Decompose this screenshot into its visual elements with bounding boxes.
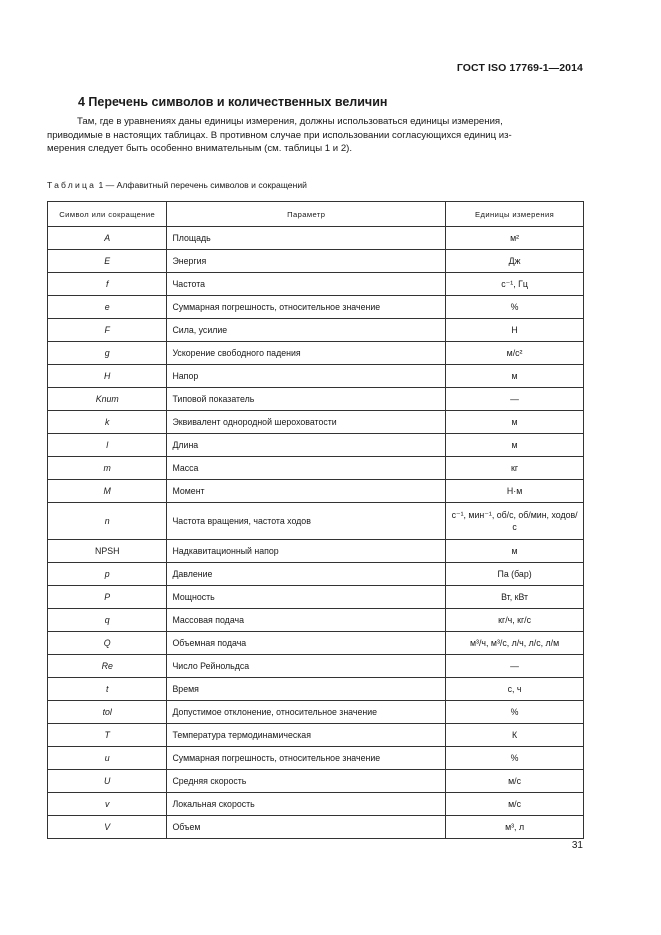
cell-symbol: U [48,770,167,793]
cell-symbol: f [48,273,167,296]
table-caption-prefix: Таблица [47,180,97,190]
cell-symbol: e [48,296,167,319]
cell-symbol: V [48,816,167,839]
cell-symbol: p [48,563,167,586]
cell-parameter: Мощность [167,586,446,609]
table-row [48,457,584,480]
cell-unit: К [446,724,584,747]
table-row [48,319,584,342]
cell-parameter: Объем [167,816,446,839]
cell-symbol: m [48,457,167,480]
table-row [48,770,584,793]
cell-symbol: l [48,434,167,457]
table-caption [47,180,307,190]
table-row [48,678,584,701]
table-row [48,540,584,563]
cell-parameter: Время [167,678,446,701]
cell-symbol: T [48,724,167,747]
cell-unit: % [446,747,584,770]
cell-parameter: Объемная подача [167,632,446,655]
cell-unit: м [446,411,584,434]
cell-unit: м [446,434,584,457]
table-row [48,632,584,655]
symbols-table [47,201,584,839]
cell-parameter: Площадь [167,227,446,250]
cell-symbol: Re [48,655,167,678]
table-header-row [48,202,584,227]
table-row [48,273,584,296]
cell-unit: м² [446,227,584,250]
cell-unit: с, ч [446,678,584,701]
cell-unit: м [446,540,584,563]
cell-symbol: Q [48,632,167,655]
intro-line: мерения следует быть особенно внимательным (см. таблицы 1 и 2). [47,143,353,155]
table-row [48,296,584,319]
cell-parameter: Суммарная погрешность, относительное значение [167,296,446,319]
table-row [48,655,584,678]
cell-unit: — [446,655,584,678]
table-row [48,563,584,586]
cell-unit: Вт, кВт [446,586,584,609]
cell-parameter: Средняя скорость [167,770,446,793]
table-row [48,411,584,434]
cell-parameter: Надкавитационный напор [167,540,446,563]
cell-unit: кг/ч, кг/с [446,609,584,632]
cell-symbol: t [48,678,167,701]
cell-parameter: Ускорение свободного падения [167,342,446,365]
cell-parameter: Масса [167,457,446,480]
cell-unit: — [446,388,584,411]
cell-symbol: u [48,747,167,770]
header-parameter: Параметр [167,202,446,227]
cell-parameter: Энергия [167,250,446,273]
table-row [48,480,584,503]
cell-symbol: Knum [48,388,167,411]
cell-symbol: P [48,586,167,609]
table-body [48,227,584,839]
cell-unit: % [446,701,584,724]
table-row [48,342,584,365]
intro-line: приводимые в настоящих таблицах. В противном случае при использовании согласующихся единиц из- [47,129,512,141]
cell-parameter: Сила, усилие [167,319,446,342]
table-row [48,609,584,632]
cell-symbol: tol [48,701,167,724]
cell-symbol: A [48,227,167,250]
cell-parameter: Суммарная погрешность, относительное значение [167,747,446,770]
cell-parameter: Локальная скорость [167,793,446,816]
cell-unit: м³, л [446,816,584,839]
header-symbol: Символ или сокращение [48,202,167,227]
cell-unit: % [446,296,584,319]
cell-parameter: Момент [167,480,446,503]
page-number: 31 [571,840,583,851]
table-row [48,227,584,250]
cell-unit: м/с [446,770,584,793]
cell-symbol: M [48,480,167,503]
cell-symbol: v [48,793,167,816]
cell-parameter: Типовой показатель [167,388,446,411]
cell-unit: с⁻¹, Гц [446,273,584,296]
table-row [48,816,584,839]
table-row [48,793,584,816]
intro-paragraph [47,115,584,156]
cell-parameter: Длина [167,434,446,457]
cell-symbol: k [48,411,167,434]
cell-parameter: Частота вращения, частота ходов [167,503,446,540]
table-row [48,365,584,388]
document-code: ГОСТ ISO 17769-1—2014 [456,62,583,74]
cell-symbol: F [48,319,167,342]
cell-symbol: NPSH [48,540,167,563]
cell-parameter: Частота [167,273,446,296]
cell-symbol: g [48,342,167,365]
cell-symbol: q [48,609,167,632]
cell-unit: Па (бар) [446,563,584,586]
cell-unit: м³/ч, м³/с, л/ч, л/с, л/м [446,632,584,655]
cell-unit: м [446,365,584,388]
cell-parameter: Массовая подача [167,609,446,632]
table-row [48,701,584,724]
cell-unit: Н [446,319,584,342]
cell-unit: Н·м [446,480,584,503]
section-title: 4 Перечень символов и количественных величин [78,95,388,109]
header-unit: Единицы измерения [446,202,584,227]
cell-parameter: Допустимое отклонение, относительное значение [167,701,446,724]
cell-parameter: Температура термодинамическая [167,724,446,747]
table-caption-title: 1 — Алфавитный перечень символов и сокращений [96,180,307,190]
cell-parameter: Эквивалент однородной шероховатости [167,411,446,434]
cell-parameter: Давление [167,563,446,586]
cell-symbol: H [48,365,167,388]
table-row [48,724,584,747]
cell-unit: с⁻¹, мин⁻¹, об/с, об/мин, ходов/с [446,503,584,540]
table-row [48,434,584,457]
cell-symbol: E [48,250,167,273]
cell-unit: Дж [446,250,584,273]
cell-symbol: n [48,503,167,540]
table-row [48,503,584,540]
table-row [48,586,584,609]
table-row [48,250,584,273]
cell-parameter: Число Рейнольдса [167,655,446,678]
table-row [48,388,584,411]
intro-line: Там, где в уравнениях даны единицы измерения, должны использоваться единицы измерения, [77,116,503,127]
cell-unit: м/с² [446,342,584,365]
cell-unit: м/с [446,793,584,816]
cell-parameter: Напор [167,365,446,388]
cell-unit: кг [446,457,584,480]
table-row [48,747,584,770]
